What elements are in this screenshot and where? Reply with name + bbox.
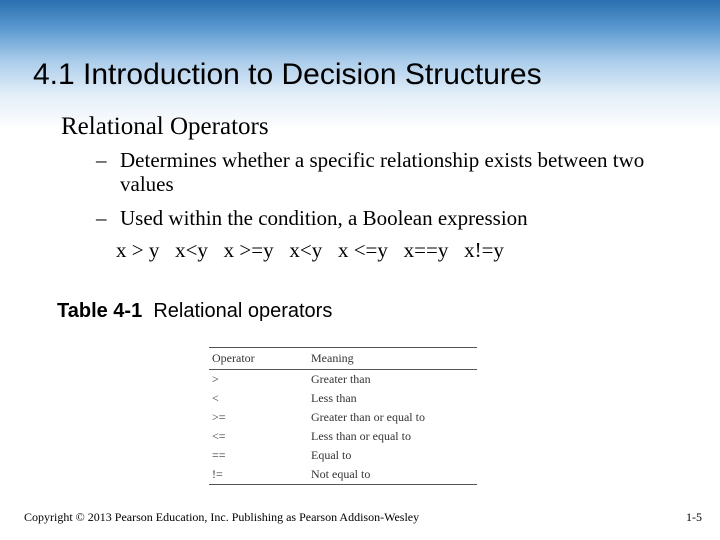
copyright-footer: Copyright © 2013 Pearson Education, Inc. Publishing as Pearson Addison-Wesley <box>24 510 420 524</box>
meaning-cell: Less than <box>311 391 357 405</box>
subbullet-text: Determines whether a specific relationship exists between two values <box>120 148 645 196</box>
table-row <box>209 465 477 485</box>
subbullet-text: Used within the condition, a Boolean expression <box>120 206 528 230</box>
table-caption-text: Relational operators <box>153 300 333 322</box>
table-row <box>209 408 477 427</box>
operators-example-line: x > y x<y x >=y x<y x <=y x==y x!=y <box>116 238 504 262</box>
table-caption-label: Table 4-1 <box>57 300 143 322</box>
operator-cell: <= <box>212 429 226 443</box>
meaning-cell: Less than or equal to <box>311 429 411 443</box>
operator-cell: != <box>209 465 308 485</box>
table-header-row <box>209 348 477 370</box>
meaning-cell: Greater than <box>311 372 371 386</box>
meaning-cell: Greater than or equal to <box>311 410 425 424</box>
table-row <box>209 389 477 408</box>
relational-operators-table <box>209 347 477 485</box>
column-header-meaning: Meaning <box>308 348 477 370</box>
table-row <box>209 446 477 465</box>
table-caption <box>57 300 332 323</box>
operator-cell: >= <box>212 410 226 424</box>
meaning-cell: Equal to <box>311 448 352 462</box>
dash-marker: – <box>96 206 107 230</box>
page-number: 1-5 <box>686 510 702 524</box>
table-row <box>209 427 477 446</box>
dash-marker: – <box>96 148 107 172</box>
column-header-operator: Operator <box>209 348 308 370</box>
meaning-cell: Not equal to <box>308 465 477 485</box>
table-row <box>209 370 477 390</box>
operator-cell: == <box>212 448 226 462</box>
operator-cell: > <box>212 372 219 386</box>
bullet-relational-operators: Relational Operators <box>61 113 269 140</box>
operator-cell: < <box>212 391 219 405</box>
slide-title: 4.1 Introduction to Decision Structures <box>33 58 542 91</box>
